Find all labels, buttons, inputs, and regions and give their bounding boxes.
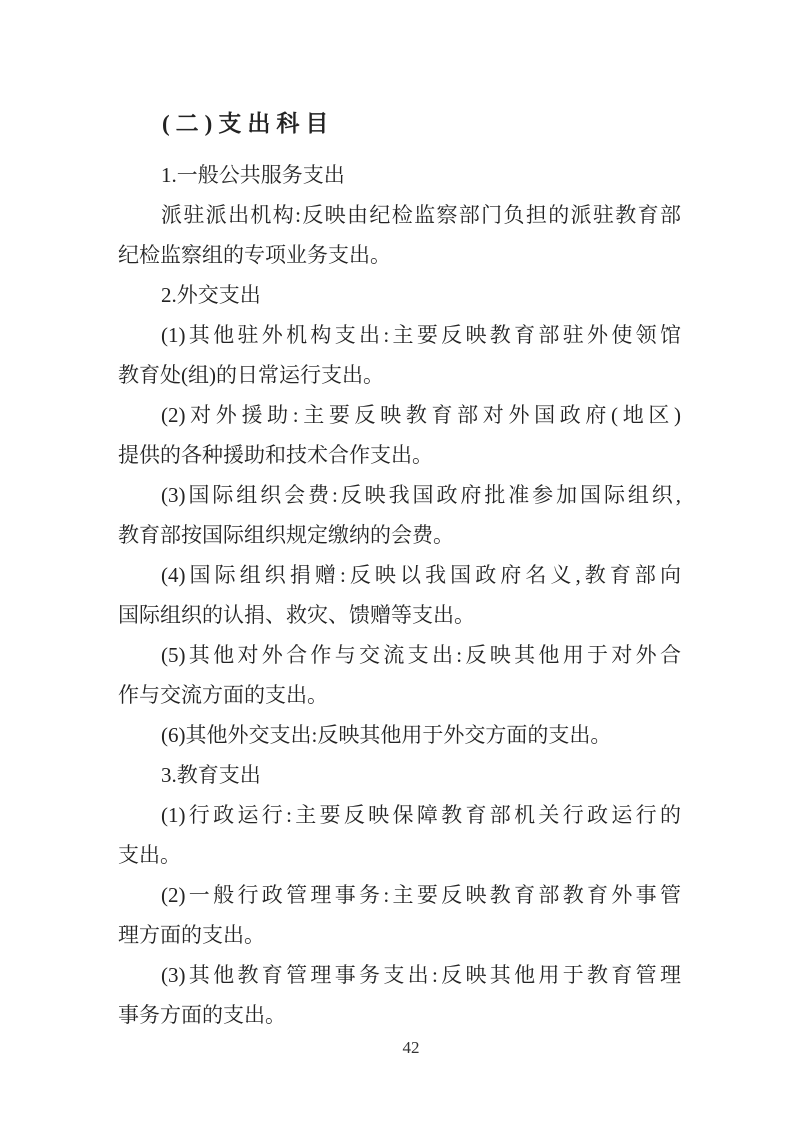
section-heading: (二)支出科目: [162, 111, 335, 136]
paragraph: [118, 715, 681, 755]
paragraph: [118, 155, 681, 195]
text-line: (3)国际组织会费:反映我国政府批准参加国际组织,: [161, 483, 681, 507]
text-line: 提供的各种援助和技术合作支出。: [118, 443, 433, 467]
page-number: 42: [402, 1038, 420, 1057]
text-line: 教育部按国际组织规定缴纳的会费。: [118, 523, 454, 547]
paragraph: [118, 875, 681, 955]
text-line: (3)其他教育管理事务支出:反映其他用于教育管理: [161, 963, 681, 987]
text-line: 理方面的支出。: [118, 923, 265, 947]
paragraph: [118, 955, 681, 1035]
text-line: 3.教育支出: [161, 763, 261, 787]
paragraph: [118, 195, 681, 275]
text-line: 事务方面的支出。: [118, 1003, 286, 1027]
text-line: 国际组织的认捐、救灾、馈赠等支出。: [118, 603, 475, 627]
paragraph: [118, 395, 681, 475]
paragraph: [118, 795, 681, 875]
text-line: (5)其他对外合作与交流支出:反映其他用于对外合: [161, 643, 681, 667]
text-line: 2.外交支出: [161, 283, 261, 307]
text-line: 派驻派出机构:反映由纪检监察部门负担的派驻教育部: [161, 203, 681, 227]
paragraph: [118, 755, 681, 795]
paragraph: [118, 315, 681, 395]
text-line: 1.一般公共服务支出: [161, 163, 345, 187]
text-line: (2)对外援助:主要反映教育部对外国政府(地区): [161, 403, 681, 427]
text-line: (6)其他外交支出:反映其他用于外交方面的支出。: [161, 723, 612, 747]
paragraph: [118, 275, 681, 315]
text-line: (2)一般行政管理事务:主要反映教育部教育外事管: [161, 883, 681, 907]
paragraph: [118, 475, 681, 555]
paragraph: [118, 635, 681, 715]
text-line: 作与交流方面的支出。: [118, 683, 328, 707]
text-line: 纪检监察组的专项业务支出。: [118, 243, 391, 267]
text-line: (4)国际组织捐赠:反映以我国政府名义,教育部向: [161, 563, 681, 587]
paragraph: [118, 555, 681, 635]
text-line: 教育处(组)的日常运行支出。: [118, 363, 384, 387]
document-body: [118, 104, 681, 1035]
text-line: (1)行政运行:主要反映保障教育部机关行政运行的: [161, 803, 681, 827]
text-line: 支出。: [118, 843, 181, 867]
text-line: (1)其他驻外机构支出:主要反映教育部驻外使领馆: [161, 323, 681, 347]
